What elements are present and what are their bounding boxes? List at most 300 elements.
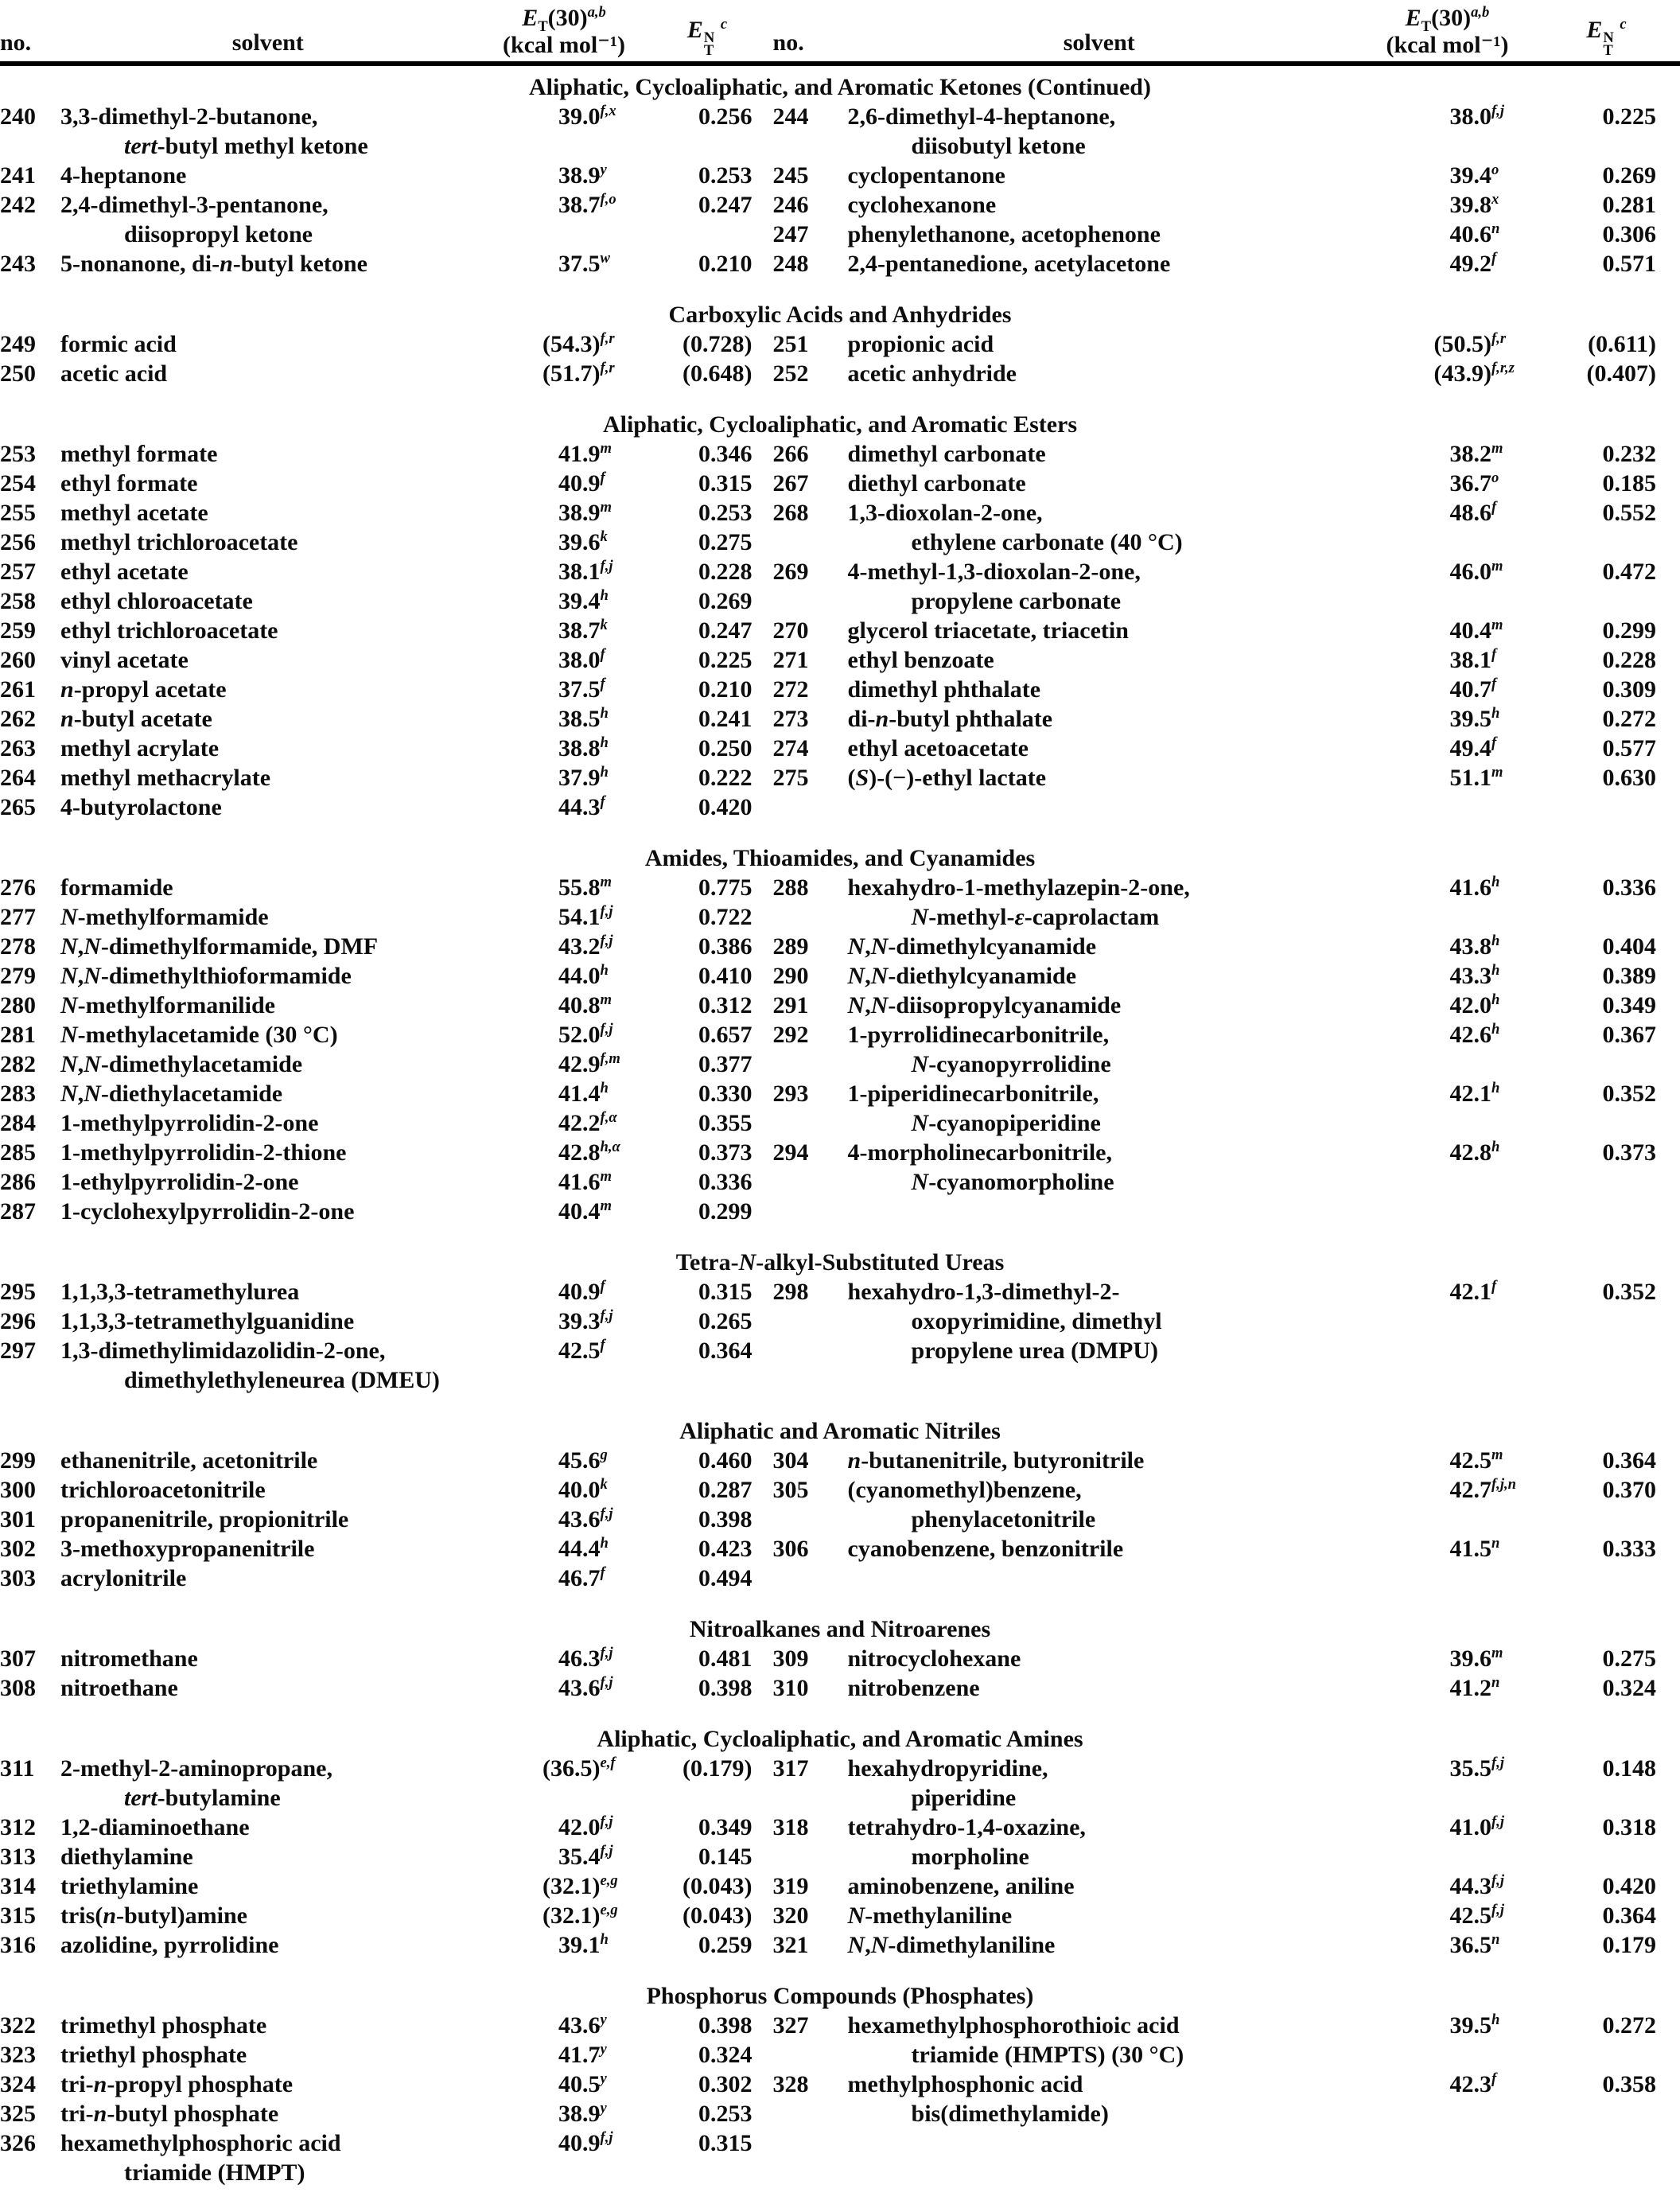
et30-value: 40.9$^f$ [558, 469, 605, 497]
solvent-name: aminobenzene, aniline [847, 1873, 1075, 1899]
row-number: 248 [772, 251, 809, 277]
table-row [773, 190, 1680, 220]
etn-value: 0.324 [1602, 1675, 1656, 1701]
solvent-name: nitroethane [60, 1675, 178, 1701]
table-row [0, 1564, 773, 1593]
et30-value: 37.5$^f$ [558, 676, 605, 703]
row-number: 306 [772, 1536, 809, 1562]
table-row [0, 1842, 773, 1871]
row-number: 283 [0, 1081, 36, 1107]
solvent-name: nitrobenzene [847, 1675, 980, 1701]
row-number: 325 [0, 2101, 36, 2127]
etn-value: 0.259 [698, 1932, 752, 1958]
solvent-name: N,N-dimethylcyanamide [847, 933, 1097, 960]
etn-value: 0.309 [1602, 676, 1656, 703]
solvent-name: 4-methyl-1,3-dioxolan-2-one, propylene carbonate [847, 559, 1141, 614]
table-row [0, 734, 773, 763]
solvent-name: diethyl carbonate [847, 470, 1026, 497]
row-number: 267 [772, 470, 809, 497]
row-number: 260 [0, 647, 36, 673]
row-number: 250 [0, 360, 36, 387]
row-number: 247 [772, 221, 809, 247]
table-row [0, 161, 773, 190]
solvent-name: 1,1,3,3-tetramethylurea [60, 1279, 300, 1305]
et30-value: 41.6$^h$ [1449, 874, 1500, 901]
solvent-name: methyl trichloroacetate [60, 529, 298, 555]
et30-value: $42.8^{h,\alpha}$ [558, 1139, 620, 1166]
solvent-name: nitrocyclohexane [847, 1645, 1021, 1672]
solvent-name: vinyl acetate [60, 647, 189, 673]
row-number: 305 [772, 1477, 809, 1503]
row-number: 288 [772, 874, 809, 901]
section-title: Phosphorus Compounds (Phosphates) [646, 1983, 1034, 2009]
solvent-name: formic acid [60, 331, 177, 357]
row-number: 296 [0, 1308, 36, 1334]
solvent-name: N,N-dimethylaniline [847, 1932, 1056, 1958]
table-row [0, 961, 773, 991]
et30-value: 39.5$^h$ [1449, 705, 1500, 732]
table-row [773, 1754, 1680, 1813]
right-column [773, 2011, 1680, 2128]
etn-value: 0.577 [1602, 735, 1656, 761]
row-number: 326 [0, 2130, 36, 2156]
row-number: 293 [772, 1081, 809, 1107]
row-number: 242 [0, 192, 36, 218]
etn-value: 0.722 [698, 904, 752, 930]
row-number: 264 [0, 765, 36, 791]
etn-value: 0.355 [698, 1110, 752, 1136]
table-row [0, 793, 773, 822]
solvent-name: 5-nonanone, di-n-butyl ketone [60, 251, 368, 277]
table-row [773, 1079, 1680, 1138]
table-row [773, 1644, 1680, 1673]
table-row [0, 1020, 773, 1050]
table-row [0, 1167, 773, 1197]
et30-value: 39.4$^o$ [1449, 162, 1499, 189]
solvent-name: 3,3-dimethyl-2-butanone, tert-butyl methyl ketone [60, 103, 368, 159]
solvent-name: nitromethane [60, 1645, 198, 1672]
etn-value: 0.398 [698, 1675, 752, 1701]
row-number: 292 [772, 1022, 809, 1048]
etn-value: 0.336 [698, 1169, 752, 1195]
left-column [0, 873, 773, 1226]
etn-value: 0.247 [698, 192, 752, 218]
row-number: 286 [0, 1169, 36, 1195]
etn-value: (0.611) [1588, 331, 1656, 357]
etn-value: 0.552 [1602, 500, 1656, 526]
table-row [0, 1871, 773, 1901]
table-row [0, 1930, 773, 1960]
table-section [0, 1248, 1680, 1395]
row-number: 311 [0, 1755, 35, 1782]
et30-value: 41.2$^n$ [1449, 1674, 1500, 1701]
row-number: 327 [772, 2012, 809, 2039]
et30-value: 42.5$^f$ [558, 1337, 605, 1364]
etn-value: 0.472 [1602, 559, 1656, 585]
solvent-name: ethyl formate [60, 470, 198, 497]
row-number: 290 [772, 963, 809, 989]
et30-value: 38.1$^{f,j}$ [558, 558, 613, 585]
et30-value: 37.5$^w$ [558, 250, 610, 277]
et30-value: $(32.1)^{e,g}$ [542, 1872, 618, 1899]
solvent-name: trichloroacetonitrile [60, 1477, 266, 1503]
et30-value: 46.3$^{f,j}$ [558, 1645, 613, 1672]
et30-value: 38.7$^k$ [558, 617, 608, 644]
et30-value: 39.6$^m$ [1449, 1645, 1503, 1672]
solvent-name: hexamethylphosphoric acid triamide (HMPT) [60, 2130, 341, 2186]
et30-value: 40.9$^f$ [558, 1278, 605, 1305]
table-row [773, 557, 1680, 616]
etn-value: 0.253 [698, 2101, 752, 2127]
table-row [0, 586, 773, 616]
left-column [0, 329, 773, 388]
solvent-name: 1-methylpyrrolidin-2-thione [60, 1139, 347, 1166]
et30-value: 41.5$^n$ [1449, 1535, 1500, 1562]
solvent-name: 1-cyclohexylpyrrolidin-2-one [60, 1198, 355, 1225]
et30-value: 46.0$^m$ [1449, 558, 1503, 585]
table-row [0, 1813, 773, 1842]
et30-value: 40.7$^f$ [1449, 676, 1497, 703]
etn-value: 0.302 [698, 2071, 752, 2097]
et30-value: 40.8$^m$ [558, 991, 612, 1018]
solvent-name: N-methylformamide [60, 904, 269, 930]
row-number: 297 [0, 1338, 36, 1364]
table-row [773, 616, 1680, 645]
et30-value: 42.0$^h$ [1449, 991, 1500, 1018]
etn-value: 0.358 [1602, 2071, 1656, 2097]
etn-value: 0.330 [698, 1081, 752, 1107]
etn-value: 0.315 [698, 1279, 752, 1305]
solvent-name: N,N-dimethylacetamide [60, 1051, 303, 1077]
etn-value: 0.398 [698, 1506, 752, 1532]
table-section [0, 843, 1680, 1226]
table-row [0, 675, 773, 704]
etn-value: 0.630 [1602, 765, 1656, 791]
etn-value: 0.281 [1602, 192, 1656, 218]
table-row [0, 469, 773, 498]
solvent-name: 1-ethylpyrrolidin-2-one [60, 1169, 299, 1195]
column-header-et30: $E_T(30)^{a,b}$ (kcal mol⁻¹) [1386, 4, 1509, 58]
etn-value: 0.386 [698, 933, 752, 960]
table-row [0, 2099, 773, 2128]
solvent-name: 1-pyrrolidinecarbonitrile, N-cyanopyrrolidine [847, 1022, 1111, 1077]
table-row [0, 1277, 773, 1307]
solvent-name: dimethyl phthalate [847, 676, 1041, 703]
et30-value: 39.1$^h$ [558, 1931, 609, 1958]
row-number: 258 [0, 588, 36, 614]
et30-value: 37.9$^h$ [558, 764, 609, 791]
section-title: Nitroalkanes and Nitroarenes [689, 1616, 991, 1642]
et30-value: 42.9$^{f,m}$ [558, 1050, 620, 1077]
right-column [773, 1277, 1680, 1365]
table-row [0, 1754, 773, 1813]
right-column [773, 1754, 1680, 1960]
etn-value: 0.404 [1602, 933, 1656, 960]
et30-value: 42.1$^h$ [1449, 1080, 1500, 1107]
left-column [0, 1446, 773, 1593]
etn-value: 0.336 [1602, 874, 1656, 901]
row-number: 249 [0, 331, 36, 357]
etn-value: 0.210 [698, 676, 752, 703]
table-row [0, 2128, 773, 2187]
table-row [773, 1901, 1680, 1930]
row-number: 302 [0, 1536, 36, 1562]
right-column [773, 1644, 1680, 1703]
solvent-name: ethyl acetate [60, 559, 189, 585]
et30-value: 39.3$^{f,j}$ [558, 1307, 613, 1334]
solvent-name: 4-butyrolactone [60, 794, 222, 820]
et30-value: 35.5$^{f,j}$ [1449, 1754, 1504, 1782]
table-body [0, 72, 1680, 2187]
etn-value: (0.648) [682, 360, 752, 387]
solvent-name: di-n-butyl phthalate [847, 706, 1053, 732]
table-section [0, 1614, 1680, 1703]
solvent-name: cyanobenzene, benzonitrile [847, 1536, 1124, 1562]
et30-value: $(32.1)^{e,g}$ [542, 1902, 618, 1929]
et30-value: 42.3$^f$ [1449, 2070, 1497, 2097]
etn-value: 0.373 [1602, 1139, 1656, 1166]
etn-value: 0.228 [698, 559, 752, 585]
solvent-name: n-propyl acetate [60, 676, 227, 703]
table-row [0, 2070, 773, 2099]
row-number: 312 [0, 1814, 36, 1840]
table-row [773, 1930, 1680, 1960]
solvent-name: 1,3-dioxolan-2-one, ethylene carbonate (40 °C) [847, 500, 1183, 555]
solvent-name: N-methylaniline [847, 1902, 1013, 1929]
etn-value: 0.370 [1602, 1477, 1656, 1503]
row-number: 241 [0, 162, 36, 189]
solvent-name: acetic anhydride [847, 360, 1017, 387]
row-number: 246 [772, 192, 809, 218]
section-title: Aliphatic, Cycloaliphatic, and Aromatic Amines [597, 1726, 1083, 1752]
row-number: 308 [0, 1675, 36, 1701]
et30-value: 39.4$^h$ [558, 587, 609, 614]
etn-value: 0.275 [1602, 1645, 1656, 1672]
row-number: 272 [772, 676, 809, 703]
row-number: 245 [772, 162, 809, 189]
table-row [773, 704, 1680, 734]
row-number: 298 [772, 1279, 809, 1305]
row-number: 281 [0, 1022, 36, 1048]
etn-value: 0.179 [1602, 1932, 1656, 1958]
solvent-name: triethyl phosphate [60, 2042, 247, 2068]
row-number: 253 [0, 441, 36, 467]
right-column [773, 439, 1680, 793]
solvent-name: ethanenitrile, acetonitrile [60, 1447, 318, 1474]
solvent-name: propanenitrile, propionitrile [60, 1506, 349, 1532]
row-number: 280 [0, 992, 36, 1018]
table-row [0, 1475, 773, 1505]
section-columns [0, 2011, 1680, 2187]
table-row [773, 1020, 1680, 1079]
table-section [0, 72, 1680, 278]
table-section [0, 300, 1680, 388]
et30-value: 40.4$^m$ [1449, 617, 1503, 644]
et30-value: 38.9$^y$ [558, 162, 607, 189]
etn-value: 0.389 [1602, 963, 1656, 989]
solvent-name: N,N-diethylcyanamide [847, 963, 1077, 989]
etn-value: 0.494 [698, 1565, 752, 1591]
etn-value: 0.364 [1602, 1447, 1656, 1474]
etn-value: 0.420 [1602, 1873, 1656, 1899]
row-number: 303 [0, 1565, 36, 1591]
table-row [0, 329, 773, 359]
section-columns [0, 329, 1680, 388]
row-number: 284 [0, 1110, 36, 1136]
row-number: 300 [0, 1477, 36, 1503]
table-row [0, 190, 773, 249]
solvent-name: 1,1,3,3-tetramethylguanidine [60, 1308, 355, 1334]
etn-value: 0.265 [698, 1308, 752, 1334]
et30-value: 48.6$^f$ [1449, 499, 1497, 526]
row-number: 314 [0, 1873, 36, 1899]
solvent-name: 3-methoxypropanenitrile [60, 1536, 315, 1562]
et30-value: 52.0$^{f,j}$ [558, 1021, 613, 1048]
right-column [773, 873, 1680, 1197]
et30-value: $(54.3)^{f,r}$ [542, 330, 615, 357]
etn-value: 0.256 [698, 103, 752, 130]
etn-value: 0.333 [1602, 1536, 1656, 1562]
solvent-name: (S)-(−)-ethyl lactate [847, 765, 1047, 791]
table-row [773, 220, 1680, 249]
table-row [0, 1901, 773, 1930]
row-number: 279 [0, 963, 36, 989]
etn-value: 0.460 [698, 1447, 752, 1474]
section-columns [0, 1277, 1680, 1395]
table-section [0, 1724, 1680, 1960]
etn-value: 0.299 [1602, 617, 1656, 644]
section-title: Aliphatic and Aromatic Nitriles [679, 1418, 1001, 1444]
etn-value: 0.367 [1602, 1022, 1656, 1048]
et30-value: $(51.7)^{f,r}$ [542, 360, 615, 387]
etn-value: 0.299 [698, 1198, 752, 1225]
row-number: 328 [772, 2071, 809, 2097]
left-column [0, 102, 773, 278]
row-number: 287 [0, 1198, 36, 1225]
table-row [0, 645, 773, 675]
table-row [773, 469, 1680, 498]
left-column [0, 1644, 773, 1703]
table-row [773, 439, 1680, 469]
section-columns [0, 439, 1680, 822]
row-number: 310 [772, 1675, 809, 1701]
solvent-name: 2-methyl-2-aminopropane, tert-butylamine [60, 1755, 332, 1811]
table-row [773, 1446, 1680, 1475]
section-title: Aliphatic, Cycloaliphatic, and Aromatic Esters [602, 411, 1078, 438]
row-number: 291 [772, 992, 809, 1018]
table-row [773, 2070, 1680, 2128]
solvent-name: N-methylacetamide (30 °C) [60, 1022, 338, 1048]
table-row [0, 2040, 773, 2070]
column-header-etn: E N T $^c$ [686, 16, 728, 59]
solvent-name: ethyl benzoate [847, 647, 994, 673]
table-row [773, 961, 1680, 991]
table-row [0, 528, 773, 557]
solvent-name: N,N-dimethylthioformamide [60, 963, 352, 989]
table-row [773, 1277, 1680, 1365]
etn-value: 0.272 [1602, 706, 1656, 732]
table-row [773, 991, 1680, 1020]
row-number: 271 [772, 647, 809, 673]
etn-value: 0.481 [698, 1645, 752, 1672]
row-number: 285 [0, 1139, 36, 1166]
etn-value: 0.318 [1602, 1814, 1656, 1840]
header-rule [0, 61, 1680, 66]
et30-value: 38.0$^{f,j}$ [1449, 103, 1504, 130]
etn-value: 0.253 [698, 500, 752, 526]
etn-value: 0.373 [698, 1139, 752, 1166]
table-row [773, 873, 1680, 932]
table-row [0, 932, 773, 961]
table-header-left [0, 5, 773, 59]
table-section [0, 410, 1680, 822]
table-row [0, 1505, 773, 1534]
et30-value: 38.0$^f$ [558, 646, 605, 673]
et30-value: 40.5$^y$ [558, 2070, 607, 2097]
row-number: 252 [772, 360, 809, 387]
row-number: 320 [772, 1902, 809, 1929]
table-header-right [773, 5, 1680, 59]
left-column [0, 1277, 773, 1395]
solvent-name: hexahydro-1,3-dimethyl-2- oxopyrimidine, dimethyl propylene urea (DMPU) [847, 1279, 1162, 1364]
et30-value: 43.3$^h$ [1449, 962, 1500, 989]
solvent-name: dimethyl carbonate [847, 441, 1046, 467]
et30-value: 44.0$^h$ [558, 962, 609, 989]
row-number: 268 [772, 500, 809, 526]
table-row [773, 102, 1680, 161]
et30-value: 43.6$^{f,j}$ [558, 1674, 613, 1701]
et30-value: 42.7$^{f,j,n}$ [1449, 1476, 1516, 1503]
table-row [0, 498, 773, 528]
et30-value: $(43.9)^{f,r,z}$ [1433, 360, 1515, 387]
solvent-name: 2,4-dimethyl-3-pentanone, diisopropyl ketone [60, 192, 329, 247]
etn-value: 0.275 [698, 529, 752, 555]
etn-value: 0.247 [698, 617, 752, 644]
table-row [0, 1644, 773, 1673]
row-number: 307 [0, 1645, 36, 1672]
et30-value: $(50.5)^{f,r}$ [1433, 330, 1507, 357]
table-row [773, 1813, 1680, 1871]
table-row [773, 932, 1680, 961]
et30-value: 38.9$^m$ [558, 499, 612, 526]
et30-value: 42.0$^{f,j}$ [558, 1813, 613, 1840]
etn-value: 0.571 [1602, 251, 1656, 277]
solvent-name: hexamethylphosphorothioic acid triamide (HMPTS) (30 °C) [847, 2012, 1184, 2068]
table-row [0, 359, 773, 388]
solvent-name: formamide [60, 874, 173, 901]
et30-value: 40.6$^n$ [1449, 220, 1500, 247]
table-row [773, 1871, 1680, 1901]
solvent-name: cyclohexanone [847, 192, 997, 218]
row-number: 270 [772, 617, 809, 644]
solvent-name: ethyl trichloroacetate [60, 617, 278, 644]
etn-value: 0.232 [1602, 441, 1656, 467]
solvent-name: hexahydropyridine, piperidine [847, 1755, 1048, 1811]
etn-value: 0.315 [698, 2130, 752, 2156]
row-number: 254 [0, 470, 36, 497]
row-number: 313 [0, 1844, 36, 1870]
row-number: 269 [772, 559, 809, 585]
section-columns [0, 1644, 1680, 1703]
column-header-etn: E N T $^c$ [1586, 16, 1627, 59]
etn-value: 0.228 [1602, 647, 1656, 673]
row-number: 255 [0, 500, 36, 526]
et30-value: 39.0$^{f,x}$ [558, 103, 616, 130]
column-header-solvent: solvent [1063, 29, 1135, 56]
solvent-name: acetic acid [60, 360, 168, 387]
table-row [773, 675, 1680, 704]
solvent-name: n-butanenitrile, butyronitrile [847, 1447, 1145, 1474]
